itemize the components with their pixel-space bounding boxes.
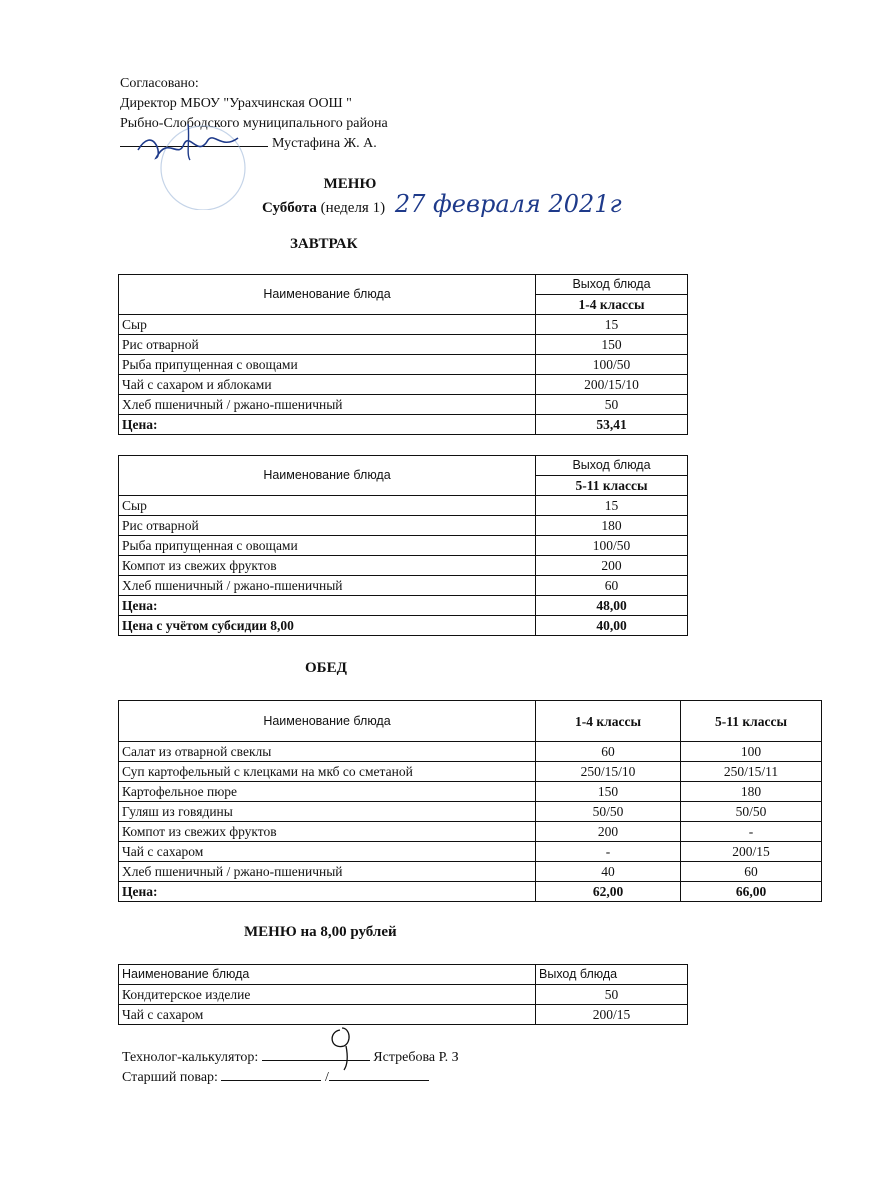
col-yield-header: Выход блюда — [536, 965, 688, 985]
table-row: Хлеб пшеничный / ржано-пшеничный 60 — [119, 576, 688, 596]
price-row: Цена: 62,00 66,00 — [119, 882, 822, 902]
col-group-header: 1-4 классы — [536, 295, 688, 315]
signer-name: Мустафина Ж. А. — [272, 136, 377, 151]
col-name-header: Наименование блюда — [119, 275, 536, 315]
technologist-line — [122, 1048, 459, 1066]
technologist-label: Технолог-калькулятор: — [122, 1050, 259, 1065]
table-row: Сыр 15 — [119, 496, 688, 516]
table-row: Картофельное пюре 150 180 — [119, 782, 822, 802]
table-row: Кондитерское изделие 50 — [119, 985, 688, 1005]
technologist-signature — [318, 1022, 378, 1072]
breakfast-table-1-4 — [118, 274, 688, 435]
col-name-header: Наименование блюда — [119, 701, 536, 742]
breakfast-heading: ЗАВТРАК — [290, 236, 358, 252]
chief-cook-label: Старший повар: — [122, 1070, 218, 1085]
day-name: Суббота — [262, 200, 317, 216]
menu-title: МЕНЮ — [323, 176, 377, 192]
table-row: Хлеб пшеничный / ржано-пшеничный 40 60 — [119, 862, 822, 882]
table-row: Компот из свежих фруктов 200 — [119, 556, 688, 576]
table-row: Рис отварной 180 — [119, 516, 688, 536]
table-row: Рыба припущенная с овощами 100/50 — [119, 536, 688, 556]
chief-cook-separator: / — [324, 1070, 329, 1085]
menu8-table — [118, 964, 688, 1025]
col-yield-header: Выход блюда — [536, 456, 688, 476]
menu8-heading: МЕНЮ на 8,00 рублей — [244, 924, 397, 940]
table-row: Чай с сахаром - 200/15 — [119, 842, 822, 862]
table-row: Салат из отварной свеклы 60 100 — [119, 742, 822, 762]
table-row: Суп картофельный с клецками на мкб со сметаной 250/15/10 250/15/11 — [119, 762, 822, 782]
lunch-table — [118, 700, 822, 902]
director-title: Директор МБОУ "Урахчинская ООШ " — [120, 96, 352, 111]
price-row: Цена: 48,00 — [119, 596, 688, 616]
table-row: Сыр 15 — [119, 315, 688, 335]
col-name-header: Наименование блюда — [119, 456, 536, 496]
approval-label: Согласовано: — [120, 76, 199, 91]
chief-cook-signature-line — [221, 1068, 321, 1081]
table-row: Компот из свежих фруктов 200 - — [119, 822, 822, 842]
table-row: Рыба припущенная с овощами 100/50 — [119, 355, 688, 375]
table-row: Чай с сахаром и яблоками 200/15/10 — [119, 375, 688, 395]
district-name: Рыбно-Слободского муниципального района — [120, 116, 388, 131]
table-row: Хлеб пшеничный / ржано-пшеничный 50 — [119, 395, 688, 415]
price-row: Цена: 53,41 — [119, 415, 688, 435]
date-handwritten: 27 февраля 2021г — [394, 190, 622, 218]
director-signature — [118, 110, 268, 210]
technologist-name: Ястребова Р. З — [373, 1050, 459, 1065]
col-yield-header: Выход блюда — [536, 275, 688, 295]
col-group-header: 5-11 классы — [536, 476, 688, 496]
day-line — [262, 190, 622, 218]
table-row: Чай с сахаром 200/15 — [119, 1005, 688, 1025]
col-grade-5-11: 5-11 классы — [681, 701, 822, 742]
breakfast-table-5-11 — [118, 455, 688, 636]
table-row: Гуляш из говядины 50/50 50/50 — [119, 802, 822, 822]
subsidy-price-row: Цена с учётом субсидии 8,00 40,00 — [119, 616, 688, 636]
table-row: Рис отварной 150 — [119, 335, 688, 355]
col-name-header: Наименование блюда — [119, 965, 536, 985]
lunch-heading: ОБЕД — [305, 660, 347, 676]
chief-cook-line — [122, 1068, 429, 1086]
week-number: (неделя 1) — [316, 200, 386, 216]
col-grade-1-4: 1-4 классы — [536, 701, 681, 742]
